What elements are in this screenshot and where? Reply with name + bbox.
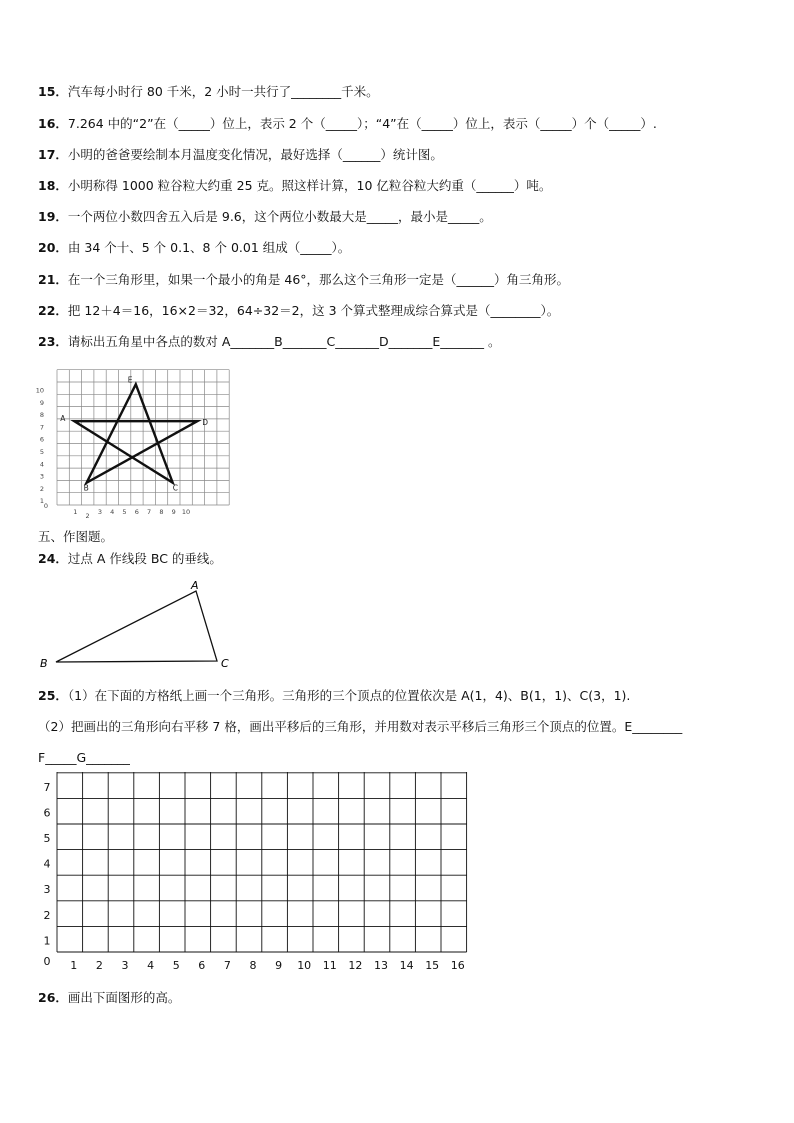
- grid25-x-tick: 12: [348, 959, 363, 972]
- grid25-x-tick: 15: [425, 959, 440, 972]
- question-26: 26．画出下面图形的高。: [38, 990, 181, 1005]
- section-five-heading: 五、作图题。: [38, 529, 114, 544]
- grid25-x-tick: 3: [121, 959, 129, 972]
- star-y-tick: 4: [39, 460, 44, 469]
- star-point-labels: [60, 375, 208, 492]
- star-x-tick: 6: [134, 508, 139, 516]
- grid25-origin-label: 0: [43, 955, 51, 968]
- grid25-x-tick: 10: [297, 959, 312, 972]
- star-x-tick: 2: [85, 512, 90, 520]
- grid25-lines: [57, 772, 467, 952]
- star-y-tick: 7: [39, 423, 44, 432]
- star-y-tick: 9: [39, 398, 44, 407]
- grid25-y-tick: 7: [43, 780, 51, 794]
- grid25-y-tick: 6: [43, 806, 51, 820]
- star-origin-label: 0: [43, 502, 48, 510]
- star-y-tick: 3: [39, 472, 44, 481]
- grid25-x-tick: 2: [95, 959, 103, 972]
- star-y-tick: 10: [35, 386, 44, 395]
- grid25-y-tick: 5: [43, 832, 51, 845]
- star-x-tick: 9: [171, 508, 176, 516]
- question-21: 21．在一个三角形里，如果一个最小的角是 46°，那么这个三角形一定是（______）角三角形。: [38, 272, 570, 287]
- star-point-label-b: B: [83, 483, 89, 493]
- star-point-label-d: D: [202, 418, 209, 428]
- question-25-part3: F_____G_______: [38, 750, 130, 765]
- star-y-tick: 5: [39, 448, 44, 456]
- star-x-tick: 7: [147, 508, 152, 516]
- grid25-x-tick: 5: [172, 959, 180, 972]
- grid25-y-tick: 1: [43, 934, 51, 948]
- grid25-x-tick: 14: [399, 959, 414, 972]
- grid25-labels: [44, 772, 465, 972]
- triangle-label-c: C: [221, 657, 229, 670]
- triangle-label-a: A: [191, 579, 199, 592]
- question-25-part1: 25．（1）在下面的方格纸上画一个三角形。三角形的三个顶点的位置依次是 A(1，4)、B(1，1)、C(3，1).: [38, 688, 631, 703]
- star-point-label-c: C: [172, 483, 178, 493]
- triangle-label-b: B: [40, 657, 48, 670]
- star-point-label-a: A: [60, 414, 66, 424]
- grid25-x-tick: 8: [249, 959, 257, 972]
- question-17: 17．小明的爸爸要绘制本月温度变化情况，最好选择（______）统计图。: [38, 147, 443, 162]
- star-y-tick: 8: [39, 411, 44, 420]
- grid25-x-tick: 1: [70, 959, 78, 972]
- star-x-tick: 5: [122, 508, 127, 516]
- question-23: 23．请标出五角星中各点的数对 A_______B_______C_______D_______E_______ 。: [38, 334, 501, 349]
- question-18: 18．小明称得 1000 粒谷粒大约重 25 克。照这样计算，10 亿粒谷粒大约重（______）吨。: [38, 178, 552, 193]
- triangle-abc-figure: [36, 575, 246, 675]
- question-25-part2: （2）把画出的三角形向右平移 7 格，画出平移后的三角形，并用数对表示平移后三角形三个顶点的位置。E________: [38, 719, 683, 734]
- question-15: 15．汽车每小时行 80 千米，2 小时一共行了________千米。: [38, 84, 379, 99]
- star-grid-figure: [30, 362, 240, 522]
- star-x-tick: 10: [181, 508, 191, 516]
- grid25-x-tick: 13: [374, 959, 388, 972]
- star-x-tick: 8: [159, 508, 164, 516]
- question-16: 16．7.264 中的“2”在（_____）位上，表示 2 个（_____）；“4”在（_____）位上，表示（_____）个（_____）.: [38, 116, 657, 131]
- question-20: 20．由 34 个十、5 个 0.1、8 个 0.01 组成（_____）。: [38, 240, 351, 255]
- star-x-tick: 4: [110, 508, 115, 516]
- star-x-tick: 1: [73, 508, 78, 516]
- star-y-tick: 1: [39, 497, 44, 506]
- star-y-tick: 6: [39, 435, 44, 444]
- question-22: 22．把 12＋4＝16，16×2＝32，64÷32＝2，这 3 个算式整理成综合算式是（________）。: [38, 303, 560, 318]
- star-y-tick: 2: [39, 484, 44, 493]
- question-19: 19．一个两位小数四舍五入后是 9.6，这个两位小数最大是_____，最小是_____。: [38, 209, 492, 224]
- grid25-x-tick: 16: [450, 959, 465, 972]
- grid25-x-tick: 6: [198, 959, 206, 972]
- grid25-y-tick: 2: [43, 908, 51, 922]
- grid25-y-tick: 4: [43, 857, 51, 871]
- grid25-y-tick: 3: [43, 883, 51, 897]
- star-point-label-e: E: [127, 375, 133, 385]
- grid25-x-tick: 11: [322, 959, 337, 972]
- grid25-x-tick: 4: [147, 959, 155, 972]
- grid25-x-tick: 9: [275, 959, 283, 972]
- grid25-x-tick: 7: [223, 959, 231, 972]
- star-x-tick: 3: [97, 508, 102, 516]
- triangle-abc: [56, 591, 217, 662]
- question-24: 24．过点 A 作线段 BC 的垂线。: [38, 551, 222, 566]
- coordinate-grid-25: [30, 772, 480, 977]
